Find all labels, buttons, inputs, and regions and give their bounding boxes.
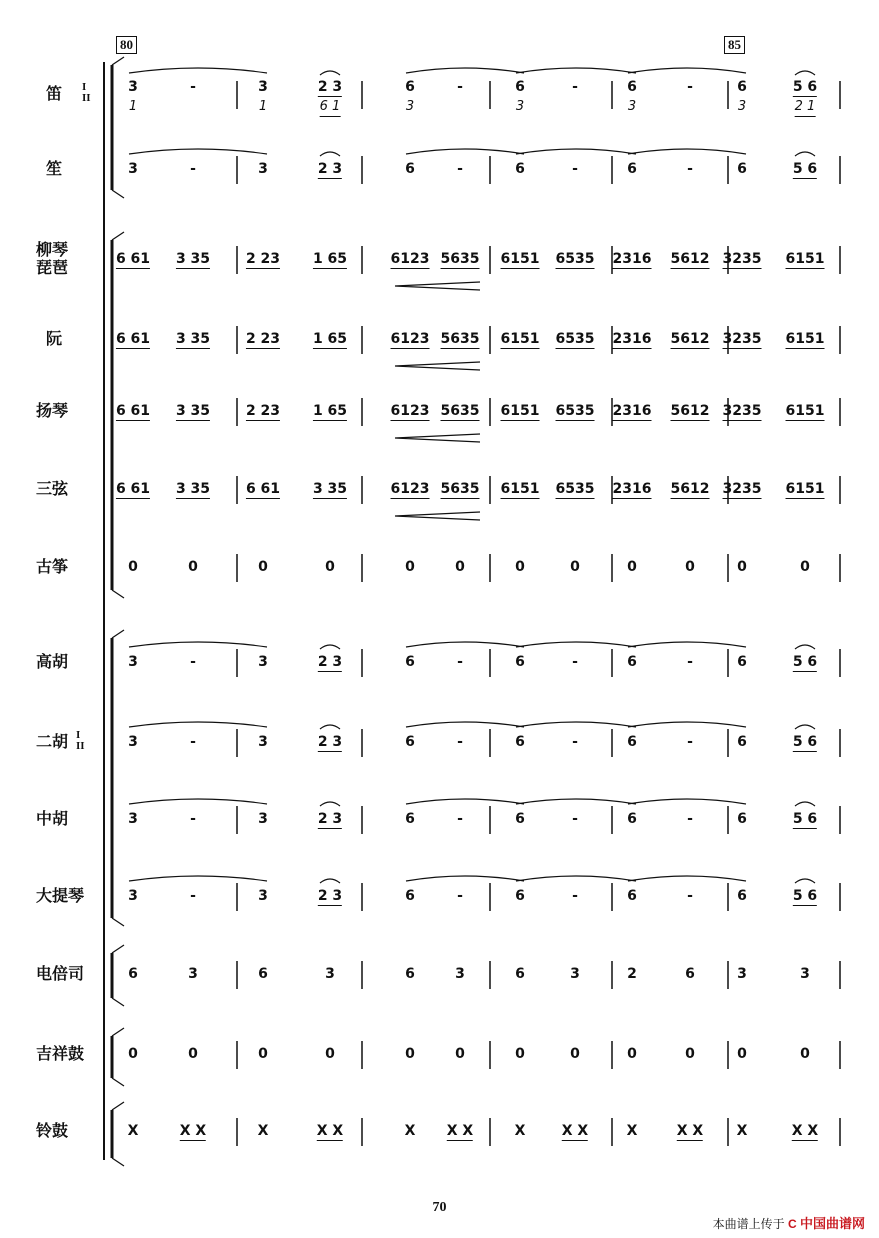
note-group: - bbox=[687, 734, 693, 750]
note-group: 0 bbox=[737, 559, 747, 575]
note-group: 6 bbox=[405, 888, 415, 904]
note-group: 6151 bbox=[500, 403, 540, 419]
note-group: 6 bbox=[737, 79, 747, 95]
note-group: 5635 bbox=[440, 403, 480, 419]
slur-arc bbox=[320, 645, 340, 649]
note-group: 0 bbox=[515, 1046, 525, 1062]
note-group: 2 23 bbox=[245, 251, 281, 267]
instrument-name: 中胡 bbox=[36, 811, 69, 828]
bracket-hook-bottom bbox=[112, 590, 124, 598]
note-group: 5 6 bbox=[792, 888, 818, 904]
note-group: 3235 bbox=[722, 403, 762, 419]
instrument-label bbox=[46, 81, 118, 104]
note-group: 6535 bbox=[555, 481, 595, 497]
instrument-name: 阮 bbox=[46, 331, 63, 348]
instrument-name: 笙 bbox=[46, 161, 63, 178]
bracket-hook-top bbox=[112, 1028, 124, 1036]
note-group: 5635 bbox=[440, 251, 480, 267]
note-group: 0 bbox=[405, 559, 415, 575]
note-group: 6 bbox=[515, 79, 525, 95]
note-group: X bbox=[404, 1123, 416, 1139]
note-group: 6 bbox=[515, 966, 525, 982]
tie-arc bbox=[628, 68, 746, 73]
tie-arc bbox=[129, 68, 267, 73]
note-group: 6 bbox=[405, 811, 415, 827]
note-group: 2316 bbox=[612, 481, 652, 497]
rehearsal-mark: 80 bbox=[116, 36, 137, 54]
note-group: 2 3 bbox=[317, 79, 343, 95]
note-group: 3 bbox=[570, 966, 580, 982]
bracket-hook-bottom bbox=[112, 998, 124, 1006]
note-group: 6 bbox=[737, 654, 747, 670]
note-group: 0 bbox=[405, 1046, 415, 1062]
note-group: 3235 bbox=[722, 251, 762, 267]
note-group: 3 bbox=[258, 79, 268, 95]
note-group: 6 bbox=[405, 734, 415, 750]
note-group: 6151 bbox=[500, 251, 540, 267]
note-group: 3 bbox=[128, 79, 138, 95]
note-group: 6 bbox=[128, 966, 138, 982]
note-group: 3 bbox=[258, 734, 268, 750]
note-group: 5 6 bbox=[792, 654, 818, 670]
note-group: 3 35 bbox=[312, 481, 348, 497]
note-group: 0 bbox=[685, 559, 695, 575]
note-group: 3 bbox=[128, 888, 138, 904]
site-logo-icon: C bbox=[787, 1217, 797, 1231]
instrument-label bbox=[36, 654, 108, 672]
note-group: 6 bbox=[627, 161, 637, 177]
note-group: 6 bbox=[737, 161, 747, 177]
crescendo-hairpin bbox=[395, 434, 480, 442]
slur-arc bbox=[795, 725, 815, 729]
note-group: X bbox=[514, 1123, 526, 1139]
note-group: 0 bbox=[188, 559, 198, 575]
tie-arc bbox=[129, 642, 267, 647]
note-group: 6 61 bbox=[115, 481, 151, 497]
note-group: X bbox=[257, 1123, 269, 1139]
note-group: 6 bbox=[515, 811, 525, 827]
instrument-label bbox=[36, 403, 108, 421]
slur-arc bbox=[320, 152, 340, 156]
instrument-label bbox=[36, 481, 108, 499]
note-group: 6 bbox=[737, 734, 747, 750]
note-group: - bbox=[572, 79, 578, 95]
note-group: 0 bbox=[325, 1046, 335, 1062]
note-group: 0 bbox=[258, 1046, 268, 1062]
note-group: 0 bbox=[188, 1046, 198, 1062]
note-group: - bbox=[687, 79, 693, 95]
bracket-hook-top bbox=[112, 1102, 124, 1110]
note-group: - bbox=[572, 654, 578, 670]
page-number: 70 bbox=[432, 1200, 447, 1215]
slur-arc bbox=[320, 879, 340, 883]
note-group: - bbox=[687, 654, 693, 670]
instrument-label bbox=[46, 331, 118, 349]
note-group: 0 bbox=[258, 559, 268, 575]
tie-arc bbox=[129, 876, 267, 881]
slur-arc bbox=[320, 802, 340, 806]
note-group: X bbox=[736, 1123, 748, 1139]
note-group: 0 bbox=[800, 559, 810, 575]
note-group: - bbox=[572, 161, 578, 177]
instrument-name: 三弦 bbox=[36, 481, 69, 498]
note-group: X bbox=[127, 1123, 139, 1139]
note-group: 3 35 bbox=[175, 481, 211, 497]
tie-arc bbox=[516, 68, 636, 73]
tie-arc bbox=[129, 799, 267, 804]
note-group: 6 bbox=[737, 888, 747, 904]
slur-arc bbox=[795, 152, 815, 156]
instrument-label bbox=[36, 966, 108, 984]
note-group: 6 1 bbox=[320, 99, 341, 117]
note-group: 3 bbox=[737, 99, 747, 114]
tie-arc bbox=[516, 799, 636, 804]
note-group: 6 bbox=[405, 161, 415, 177]
note-group: 3 bbox=[515, 99, 525, 114]
note-group: 2 23 bbox=[245, 331, 281, 347]
tie-arc bbox=[406, 876, 524, 881]
instrument-label bbox=[36, 1123, 108, 1141]
note-group: 3 bbox=[188, 966, 198, 982]
note-group: 6 bbox=[515, 888, 525, 904]
tie-arc bbox=[628, 876, 746, 881]
note-group: 5 6 bbox=[792, 79, 818, 95]
tie-arc bbox=[516, 642, 636, 647]
note-group: - bbox=[457, 811, 463, 827]
note-group: 6 bbox=[627, 888, 637, 904]
crescendo-hairpin bbox=[395, 512, 480, 520]
note-group: 3 bbox=[627, 99, 637, 114]
note-group: 6 bbox=[258, 966, 268, 982]
note-group: 6 bbox=[627, 811, 637, 827]
note-group: 2 3 bbox=[317, 811, 343, 827]
instrument-name: 笛 bbox=[46, 86, 63, 103]
note-group: 0 bbox=[455, 1046, 465, 1062]
note-group: 0 bbox=[325, 559, 335, 575]
instrument-label bbox=[36, 559, 108, 577]
note-group: 0 bbox=[515, 559, 525, 575]
tie-arc bbox=[628, 722, 746, 727]
instrument-name: 扬琴 bbox=[36, 403, 69, 420]
voice-numerals: I II bbox=[82, 81, 91, 104]
instrument-name: 电倍司 bbox=[36, 966, 85, 983]
instrument-name: 铃鼓 bbox=[36, 1123, 69, 1140]
note-group: 6 bbox=[405, 654, 415, 670]
note-group: - bbox=[572, 888, 578, 904]
instrument-name: 吉祥鼓 bbox=[36, 1046, 85, 1063]
note-group: 6 bbox=[405, 79, 415, 95]
note-group: 6 bbox=[515, 654, 525, 670]
bracket-hook-bottom bbox=[112, 918, 124, 926]
note-group: 2 3 bbox=[317, 161, 343, 177]
note-group: 2316 bbox=[612, 403, 652, 419]
rehearsal-mark: 85 bbox=[724, 36, 745, 54]
note-group: 6151 bbox=[785, 481, 825, 497]
note-group: - bbox=[457, 161, 463, 177]
tie-arc bbox=[129, 149, 267, 154]
note-group: - bbox=[572, 734, 578, 750]
upload-text: 本曲谱上传于 bbox=[712, 1217, 785, 1231]
slur-arc bbox=[320, 725, 340, 729]
note-group: 6 bbox=[685, 966, 695, 982]
note-group: 6 bbox=[515, 734, 525, 750]
note-group: 2 23 bbox=[245, 403, 281, 419]
tie-arc bbox=[406, 722, 524, 727]
note-group: 3 bbox=[258, 654, 268, 670]
note-group: - bbox=[457, 734, 463, 750]
instrument-name: 大提琴 bbox=[36, 888, 85, 905]
note-group: 0 bbox=[128, 559, 138, 575]
note-group: 1 bbox=[128, 99, 138, 114]
note-group: - bbox=[457, 888, 463, 904]
note-group: X bbox=[626, 1123, 638, 1139]
slur-arc bbox=[320, 71, 340, 75]
note-group: 1 65 bbox=[312, 403, 348, 419]
note-group: - bbox=[190, 888, 196, 904]
note-group: 0 bbox=[570, 1046, 580, 1062]
note-group: 3 bbox=[258, 161, 268, 177]
note-group: 5 6 bbox=[792, 734, 818, 750]
note-group: 6151 bbox=[500, 481, 540, 497]
note-group: 5612 bbox=[670, 481, 710, 497]
note-group: 5635 bbox=[440, 481, 480, 497]
note-group: 6151 bbox=[500, 331, 540, 347]
note-group: 3 bbox=[800, 966, 810, 982]
note-group: 6123 bbox=[390, 331, 430, 347]
note-group: - bbox=[190, 811, 196, 827]
instrument-label bbox=[36, 811, 108, 829]
note-group: 6151 bbox=[785, 331, 825, 347]
note-group: 0 bbox=[737, 1046, 747, 1062]
note-group: 6 bbox=[515, 161, 525, 177]
note-group: 1 65 bbox=[312, 251, 348, 267]
note-group: 6123 bbox=[390, 481, 430, 497]
note-group: - bbox=[457, 654, 463, 670]
tie-arc bbox=[516, 876, 636, 881]
bracket-hook-top bbox=[112, 232, 124, 240]
bracket-hook-top bbox=[112, 57, 124, 65]
upload-footer bbox=[713, 1213, 865, 1232]
note-group: 2 1 bbox=[795, 99, 816, 117]
note-group: 5 6 bbox=[792, 811, 818, 827]
note-group: 0 bbox=[627, 1046, 637, 1062]
note-group: 3 35 bbox=[175, 331, 211, 347]
instrument-name: 柳琴 琵琶 bbox=[36, 242, 69, 277]
crescendo-hairpin bbox=[395, 282, 480, 290]
note-group: 2316 bbox=[612, 251, 652, 267]
slur-arc bbox=[795, 71, 815, 75]
note-group: 0 bbox=[800, 1046, 810, 1062]
note-group: 1 bbox=[258, 99, 268, 114]
note-group: - bbox=[687, 811, 693, 827]
instrument-label bbox=[36, 888, 108, 906]
note-group: 3 bbox=[128, 811, 138, 827]
note-group: 5612 bbox=[670, 403, 710, 419]
instrument-name: 二胡 bbox=[36, 734, 69, 751]
note-group: X X bbox=[316, 1123, 344, 1139]
note-group: 2 3 bbox=[317, 654, 343, 670]
note-group: - bbox=[190, 654, 196, 670]
note-group: 0 bbox=[455, 559, 465, 575]
note-group: 5 6 bbox=[792, 161, 818, 177]
note-group: X X bbox=[676, 1123, 704, 1139]
note-group: 6 61 bbox=[115, 403, 151, 419]
voice-numerals: I II bbox=[76, 729, 85, 752]
note-group: 2 3 bbox=[317, 888, 343, 904]
note-group: 3 bbox=[258, 811, 268, 827]
tie-arc bbox=[628, 642, 746, 647]
note-group: 6123 bbox=[390, 403, 430, 419]
slur-arc bbox=[795, 802, 815, 806]
note-group: - bbox=[457, 79, 463, 95]
note-group: 2 bbox=[627, 966, 637, 982]
note-group: 3 bbox=[455, 966, 465, 982]
bracket-hook-top bbox=[112, 630, 124, 638]
slur-arc bbox=[795, 879, 815, 883]
tie-arc bbox=[628, 149, 746, 154]
note-group: X X bbox=[446, 1123, 474, 1139]
note-group: - bbox=[190, 161, 196, 177]
note-group: 3 bbox=[737, 966, 747, 982]
note-group: 3 bbox=[258, 888, 268, 904]
note-group: X X bbox=[179, 1123, 207, 1139]
note-group: X X bbox=[561, 1123, 589, 1139]
note-group: 6151 bbox=[785, 251, 825, 267]
instrument-name: 高胡 bbox=[36, 654, 69, 671]
note-group: 6 61 bbox=[115, 331, 151, 347]
tie-arc bbox=[406, 799, 524, 804]
tie-arc bbox=[129, 722, 267, 727]
tie-arc bbox=[516, 149, 636, 154]
instrument-label bbox=[46, 161, 118, 179]
note-group: 6 bbox=[737, 811, 747, 827]
note-group: 3 bbox=[325, 966, 335, 982]
tie-arc bbox=[406, 68, 524, 73]
tie-arc bbox=[628, 799, 746, 804]
note-group: 0 bbox=[570, 559, 580, 575]
note-group: 6535 bbox=[555, 251, 595, 267]
instrument-label bbox=[36, 729, 108, 752]
note-group: 6 bbox=[627, 734, 637, 750]
note-group: 5612 bbox=[670, 331, 710, 347]
tie-arc bbox=[406, 149, 524, 154]
note-group: X X bbox=[791, 1123, 819, 1139]
note-group: - bbox=[687, 161, 693, 177]
note-group: 0 bbox=[685, 1046, 695, 1062]
note-group: 6535 bbox=[555, 331, 595, 347]
instrument-label bbox=[36, 1046, 108, 1064]
note-group: 5635 bbox=[440, 331, 480, 347]
note-group: 3 bbox=[128, 654, 138, 670]
note-group: - bbox=[190, 734, 196, 750]
note-group: - bbox=[572, 811, 578, 827]
tie-arc bbox=[516, 722, 636, 727]
site-name: 中国曲谱网 bbox=[799, 1216, 865, 1231]
note-group: 2316 bbox=[612, 331, 652, 347]
note-group: 6 61 bbox=[115, 251, 151, 267]
note-group: 0 bbox=[627, 559, 637, 575]
instrument-label bbox=[36, 242, 108, 278]
note-group: 6123 bbox=[390, 251, 430, 267]
bracket-hook-top bbox=[112, 945, 124, 953]
note-group: 1 65 bbox=[312, 331, 348, 347]
note-group: 3 35 bbox=[175, 251, 211, 267]
note-group: 6 bbox=[627, 79, 637, 95]
note-group: 5612 bbox=[670, 251, 710, 267]
note-group: 2 3 bbox=[317, 734, 343, 750]
note-group: 6 bbox=[405, 966, 415, 982]
note-group: 3235 bbox=[722, 481, 762, 497]
note-group: 3 bbox=[128, 161, 138, 177]
bracket-hook-bottom bbox=[112, 1158, 124, 1166]
slur-arc bbox=[795, 645, 815, 649]
note-group: 3 bbox=[405, 99, 415, 114]
note-group: 6535 bbox=[555, 403, 595, 419]
note-group: 6 bbox=[627, 654, 637, 670]
instrument-name: 古筝 bbox=[36, 559, 69, 576]
note-group: 3 35 bbox=[175, 403, 211, 419]
crescendo-hairpin bbox=[395, 362, 480, 370]
note-group: 3235 bbox=[722, 331, 762, 347]
bracket-hook-bottom bbox=[112, 1078, 124, 1086]
bracket-hook-bottom bbox=[112, 190, 124, 198]
note-group: - bbox=[687, 888, 693, 904]
tie-arc bbox=[406, 642, 524, 647]
note-group: 6151 bbox=[785, 403, 825, 419]
note-group: 3 bbox=[128, 734, 138, 750]
note-group: - bbox=[190, 79, 196, 95]
note-group: 6 61 bbox=[245, 481, 281, 497]
note-group: 0 bbox=[128, 1046, 138, 1062]
